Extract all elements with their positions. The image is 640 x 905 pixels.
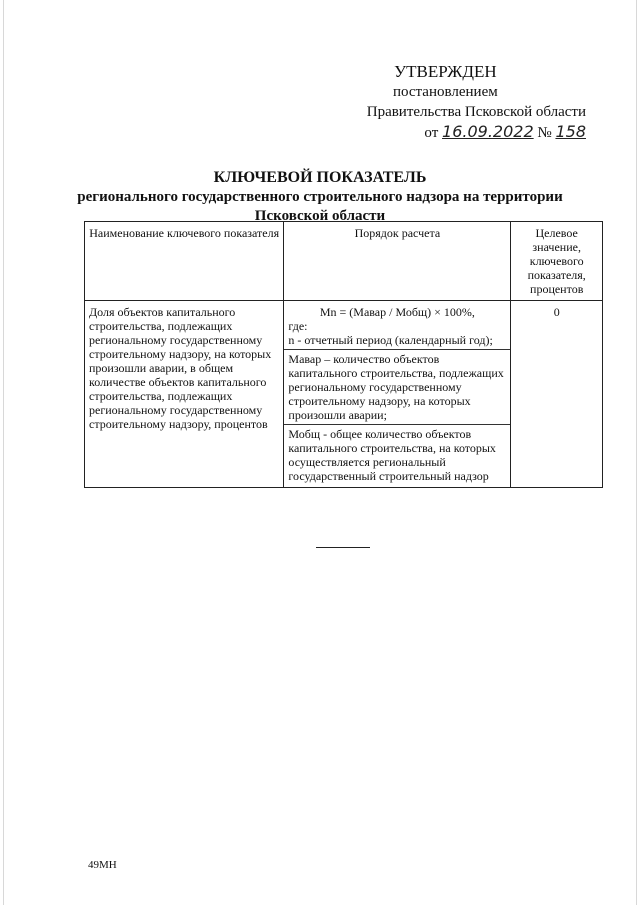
approval-line-2: Правительства Псковской области: [366, 104, 586, 120]
cell-indicator-name: Доля объектов капитального строительства, подлежащих региональному государственному строительному надзору, на которых произошли аварии, в общем количестве объектов капитального строительства, подлежащих региональному государственному строительному надзору, процентов: [85, 301, 284, 488]
approval-stamp: УТВЕРЖДЕН: [394, 62, 497, 81]
title-line-2: регионального государственного строительного надзора на территории: [77, 189, 563, 205]
number-prefix: №: [537, 125, 552, 141]
title-line-3: Псковской области: [254, 208, 386, 224]
footer-code: 49МН: [88, 859, 117, 871]
title-line-1: КЛЮЧЕВОЙ ПОКАЗАТЕЛЬ: [213, 169, 427, 186]
avar-definition: Мавар – количество объектов капитального строительства, подлежащих региональному государственному строительному надзору, на которых произошли аварии;: [284, 349, 510, 422]
handwritten-date: 16.09.2022: [442, 122, 534, 141]
table-header-row: [85, 222, 603, 301]
kpi-table: [84, 221, 603, 488]
where-label: где:: [288, 319, 308, 333]
cell-calculation-method: [284, 301, 511, 488]
handwritten-number: 158: [555, 122, 586, 141]
formula: Мn = (Мавар / Мобщ) × 100%,: [319, 305, 475, 319]
date-prefix: от: [424, 125, 439, 141]
scan-edge-right: [636, 0, 637, 905]
approval-line-1: постановлением: [393, 84, 498, 100]
header-name: Наименование ключевого показателя: [85, 222, 284, 301]
header-target: Целевое значение, ключевого показателя, процентов: [511, 222, 603, 301]
table-row: [85, 301, 603, 488]
approval-block: [367, 62, 586, 143]
scan-edge-left: [3, 0, 4, 905]
header-method: Порядок расчета: [284, 222, 511, 301]
cell-target-value: 0: [511, 301, 603, 488]
approval-date-line: [367, 122, 586, 143]
end-rule: [316, 547, 370, 548]
document-title: [0, 168, 640, 226]
obsch-definition: Мобщ - общее количество объектов капитального строительства, на которых осуществляется региональный государственный строительный надзор: [284, 424, 510, 483]
n-definition: n - отчетный период (календарный год);: [288, 333, 493, 347]
